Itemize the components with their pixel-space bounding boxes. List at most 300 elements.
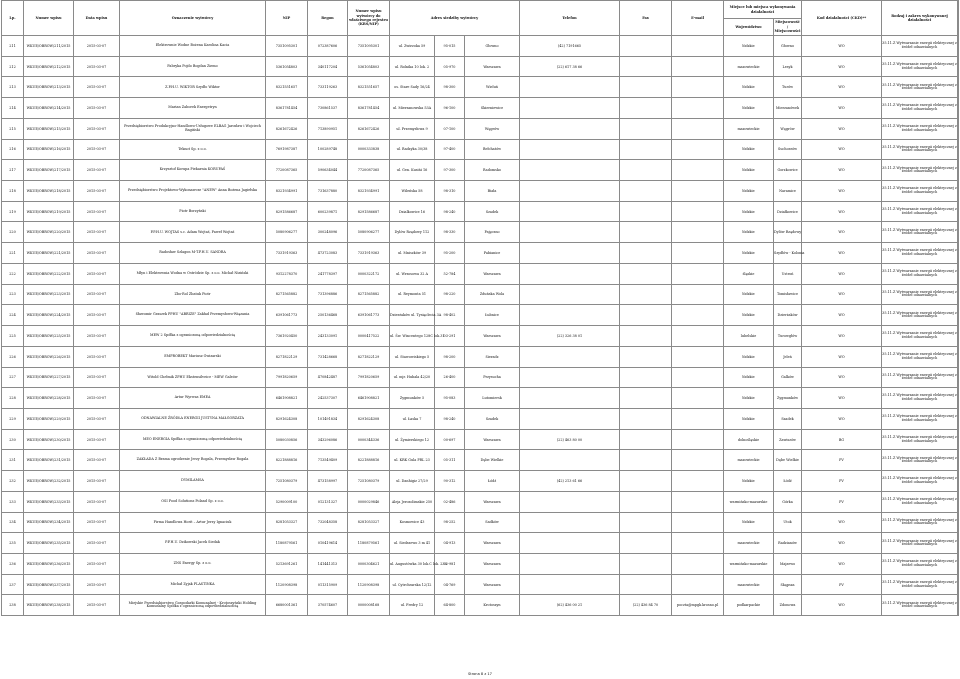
cell-regon: 010419614	[308, 533, 348, 554]
cell-rodzaj: 35.11.Z Wytwarzanie energii elektrycznej z źródeł odnawialnych	[882, 471, 958, 492]
cell-wojewodztwo: śląskie	[724, 263, 774, 284]
cell-rodzaj: 35.11.Z Wytwarzanie energii elektrycznej z źródeł odnawialnych	[882, 512, 958, 533]
cell-data-rozpoczecia	[958, 201, 959, 222]
cell-adres: Kosmowice 43	[390, 512, 435, 533]
cell-nip: 9312278370	[266, 263, 308, 284]
cell-miejscowosc-siedziby: Radomsko	[465, 160, 520, 181]
cell-nip: 7361920450	[266, 326, 308, 347]
cell-nip: 8221888816	[266, 450, 308, 471]
cell-fax	[620, 533, 672, 554]
cell-kod-dzialalnosci: WO	[802, 553, 882, 574]
cell-fax	[620, 450, 672, 471]
cell-rodzaj: 35.11.Z Wytwarzanie energii elektrycznej z źródeł odnawialnych	[882, 36, 958, 57]
cell-kod-pocztowy: 64-800	[435, 595, 465, 616]
cell-oznaczenie: Witold Chełmik ZPHU Ekstensilveice - MEW Galeów	[120, 367, 266, 388]
cell-miejscowosc: Turowgłów	[774, 326, 802, 347]
header-data-rozpoczecia	[958, 1, 959, 36]
cell-miejscowosc: Łódź	[774, 471, 802, 492]
cell-kod-pocztowy: 95-015	[435, 36, 465, 57]
cell-fax	[620, 284, 672, 305]
cell-fax	[620, 181, 672, 202]
cell-miejscowosc-siedziby: Dębe Wielkie	[465, 450, 520, 471]
cell-regon: 731428668	[308, 346, 348, 367]
cell-adres: ul. Przemysłowa 9	[390, 118, 435, 139]
cell-kod-dzialalnosci: WO	[802, 346, 882, 367]
cell-regon: 713890951	[308, 118, 348, 139]
cell-data-wpisu: 2015-03-07	[74, 263, 120, 284]
cell-telefon	[520, 77, 620, 98]
cell-data-rozpoczecia	[958, 491, 959, 512]
cell-lp: 215	[2, 118, 24, 139]
cell-regon: 731637880	[308, 181, 348, 202]
cell-oznaczenie: Sławomir Graszek PPHU "ABRIZE" Zakład Przemysłowo-Wiązania	[120, 305, 266, 326]
cell-wojewodztwo: łódzkie	[724, 346, 774, 367]
cell-nr-wpisu: WKUE/OBROW/231/2015	[24, 450, 74, 471]
cell-lp: 238	[2, 595, 24, 616]
cell-miejscowosc-siedziby: Szadek	[465, 201, 520, 222]
header-adres: Adres siedziby wytwórcy	[390, 1, 520, 36]
cell-data-rozpoczecia	[958, 388, 959, 409]
cell-miejscowosc: Utok	[774, 512, 802, 533]
cell-telefon: (62) 436 00 21	[520, 595, 620, 616]
cell-krs: 8321934991	[348, 181, 390, 202]
cell-fax	[620, 118, 672, 139]
cell-miejscowosc: Turów	[774, 77, 802, 98]
cell-kod-dzialalnosci: WO	[802, 388, 882, 409]
table-row	[2, 284, 959, 305]
table-row	[2, 243, 959, 264]
cell-kod-dzialalnosci: WO	[802, 77, 882, 98]
table-row	[2, 77, 959, 98]
cell-nip: 5080906277	[266, 222, 308, 243]
cell-telefon	[520, 305, 620, 326]
cell-nip: 8261672426	[266, 118, 308, 139]
cell-wojewodztwo: mazowieckie	[724, 56, 774, 77]
cell-regon: 470842487	[308, 367, 348, 388]
cell-kod-dzialalnosci: WO	[802, 408, 882, 429]
cell-lp: 232	[2, 471, 24, 492]
cell-kod-pocztowy: 00-697	[435, 429, 465, 450]
cell-miejscowosc: Ustroń	[774, 263, 802, 284]
cell-oznaczenie: MEW 2 Spółka z ograniczoną odpowiedzialnością	[120, 326, 266, 347]
cell-lp: 233	[2, 491, 24, 512]
cell-nr-wpisu: WKUE/OBROW/224/2015	[24, 305, 74, 326]
cell-miejscowosc-siedziby: Sadków	[465, 512, 520, 533]
cell-oznaczenie: Artur Wyrwas EMEA	[120, 388, 266, 409]
cell-rodzaj: 35.11.Z Wytwarzanie energii elektrycznej z źródeł odnawialnych	[882, 201, 958, 222]
cell-data-rozpoczecia	[958, 346, 959, 367]
cell-data-wpisu: 2015-03-07	[74, 595, 120, 616]
cell-miejscowosc-siedziby: Łódź	[465, 471, 520, 492]
cell-data-rozpoczecia	[958, 553, 959, 574]
cell-regon: 590634044	[308, 160, 348, 181]
cell-miejscowosc-siedziby: Warszawa	[465, 574, 520, 595]
table-row	[2, 429, 959, 450]
cell-regon: 473158997	[308, 471, 348, 492]
cell-fax	[620, 263, 672, 284]
cell-nip: 8291586687	[266, 201, 308, 222]
cell-telefon	[520, 98, 620, 119]
cell-krs: 0000322172	[348, 263, 390, 284]
cell-rodzaj: 35.11.Z Wytwarzanie energii elektrycznej z źródeł odnawialnych	[882, 181, 958, 202]
cell-telefon	[520, 118, 620, 139]
cell-oznaczenie: P.P.H.U. Dzikowski Jacek Siedak	[120, 533, 266, 554]
cell-data-wpisu: 2015-03-07	[74, 118, 120, 139]
cell-miejscowosc: Jeleń	[774, 346, 802, 367]
cell-wojewodztwo: łódzkie	[724, 36, 774, 57]
cell-email	[672, 305, 724, 326]
cell-miejscowosc: Majzewo	[774, 553, 802, 574]
cell-wojewodztwo: łódzkie	[724, 305, 774, 326]
cell-data-wpisu: 2015-03-07	[74, 222, 120, 243]
header-miejsce-group: Miejsce lub miejsca wykonywania działalności	[724, 1, 802, 19]
cell-data-wpisu: 2015-03-07	[74, 36, 120, 57]
cell-kod-dzialalnosci: PV	[802, 574, 882, 595]
cell-wojewodztwo: łódzkie	[724, 388, 774, 409]
cell-oznaczenie: OSI Food Solutions Poland Sp. z o.o.	[120, 491, 266, 512]
table-row	[2, 326, 959, 347]
cell-email: poczta@mpgk.krosno.pl	[672, 595, 724, 616]
cell-miejscowosc: Zawiszów	[774, 429, 802, 450]
cell-kod-dzialalnosci: WO	[802, 595, 882, 616]
cell-lp: 217	[2, 160, 24, 181]
cell-kod-dzialalnosci: WO	[802, 367, 882, 388]
cell-data-rozpoczecia	[958, 263, 959, 284]
cell-kod-dzialalnosci: WO	[802, 160, 882, 181]
cell-telefon	[520, 367, 620, 388]
cell-data-rozpoczecia	[958, 139, 959, 160]
cell-nr-wpisu: WKUE/OBROW/230/2015	[24, 429, 74, 450]
cell-regon: 141441313	[308, 553, 348, 574]
cell-adres: Dzierżaków ul. Tysiąclecia 3A	[390, 305, 435, 326]
cell-oznaczenie: Młyn i Elektrownia Wodna w Ostródzie Sp. z o.o. Michał Niziński	[120, 263, 266, 284]
cell-lp: 219	[2, 201, 24, 222]
cell-nip: 7991820659	[266, 367, 308, 388]
cell-miejscowosc: Głowno	[774, 36, 802, 57]
header-nip: NIP	[266, 1, 308, 36]
cell-wojewodztwo: łódzkie	[724, 98, 774, 119]
cell-email	[672, 243, 724, 264]
cell-rodzaj: 35.11.Z Wytwarzanie energii elektrycznej z źródeł odnawialnych	[882, 284, 958, 305]
cell-telefon	[520, 574, 620, 595]
cell-adres: ul. Reymonta 51	[390, 284, 435, 305]
cell-kod-dzialalnosci: WO	[802, 201, 882, 222]
cell-lp: 220	[2, 222, 24, 243]
cell-email	[672, 98, 724, 119]
cell-nr-wpisu: WKUE/OBROW/219/2015	[24, 201, 74, 222]
cell-adres: Dylów Rządowy 112	[390, 222, 435, 243]
cell-telefon	[520, 139, 620, 160]
cell-fax	[620, 408, 672, 429]
cell-wojewodztwo: łódzkie	[724, 139, 774, 160]
cell-miejscowosc-siedziby: Wieluń	[465, 77, 520, 98]
cell-lp: 227	[2, 367, 24, 388]
cell-miejscowosc: Dylów Rządowy	[774, 222, 802, 243]
cell-krs: 8291624308	[348, 408, 390, 429]
cell-wojewodztwo: dolnośląskie	[724, 429, 774, 450]
table-row	[2, 222, 959, 243]
cell-rodzaj: 35.11.Z Wytwarzanie energii elektrycznej z źródeł odnawialnych	[882, 533, 958, 554]
cell-kod-dzialalnosci: WO	[802, 36, 882, 57]
cell-rodzaj: 35.11.Z Wytwarzanie energii elektrycznej z źródeł odnawialnych	[882, 77, 958, 98]
cell-lp: 228	[2, 388, 24, 409]
cell-nr-wpisu: WKUE/OBROW/229/2015	[24, 408, 74, 429]
cell-data-rozpoczecia	[958, 429, 959, 450]
cell-email	[672, 553, 724, 574]
cell-fax	[620, 326, 672, 347]
cell-telefon	[520, 553, 620, 574]
cell-wojewodztwo: lubelskie	[724, 326, 774, 347]
header-data-wpisu: Data wpisu	[74, 1, 120, 36]
cell-oznaczenie: DYMILAMSA	[120, 471, 266, 492]
cell-data-rozpoczecia	[958, 222, 959, 243]
cell-krs: 0000344336	[348, 429, 390, 450]
cell-fax	[620, 471, 672, 492]
cell-fax	[620, 243, 672, 264]
cell-data-rozpoczecia	[958, 471, 959, 492]
cell-nr-wpisu: WKUE/OBROW/222/2015	[24, 263, 74, 284]
cell-kod-pocztowy: 98-220	[435, 284, 465, 305]
cell-fax	[620, 36, 672, 57]
cell-miejscowosc-siedziby: Łubnice	[465, 305, 520, 326]
cell-data-wpisu: 2015-03-07	[74, 408, 120, 429]
cell-oznaczenie: MEO ENERGIA Spółka z ograniczoną odpowiedzialnością	[120, 429, 266, 450]
cell-regon: 072387606	[308, 36, 348, 57]
header-miejscowosc: Miejscowość / Miejscowości	[774, 19, 802, 36]
cell-oznaczenie: Teknot Sp. z o.o.	[120, 139, 266, 160]
cell-fax	[620, 201, 672, 222]
cell-adres: ul. Danhigiz 27/29	[390, 471, 435, 492]
cell-regon: 733119263	[308, 77, 348, 98]
cell-data-rozpoczecia	[958, 243, 959, 264]
cell-email	[672, 36, 724, 57]
cell-data-wpisu: 2015-03-07	[74, 471, 120, 492]
cell-data-wpisu: 2015-03-07	[74, 139, 120, 160]
cell-oznaczenie: Krzysztof Korupa Piekarnia KORUPAŚ	[120, 160, 266, 181]
cell-miejscowosc-siedziby: Zduńska Wola	[465, 284, 520, 305]
cell-adres: ul. Augustówka 30 lok.C lok. 230	[390, 553, 435, 574]
cell-email	[672, 367, 724, 388]
cell-nr-wpisu: WKUE/OBROW/215/2015	[24, 118, 74, 139]
cell-nr-wpisu: WKUE/OBROW/234/2015	[24, 512, 74, 533]
cell-miejscowosc-siedziby: Szadek	[465, 408, 520, 429]
cell-data-wpisu: 2015-03-07	[74, 512, 120, 533]
cell-fax	[620, 305, 672, 326]
cell-rodzaj: 35.11.Z Wytwarzanie energii elektrycznej z źródeł odnawialnych	[882, 326, 958, 347]
cell-krs: 8261672426	[348, 118, 390, 139]
cell-kod-pocztowy: 96-100	[435, 98, 465, 119]
table-row	[2, 574, 959, 595]
cell-nr-wpisu: WKUE/OBROW/217/2015	[24, 160, 74, 181]
cell-miejscowosc-siedziby: Bełchatów	[465, 139, 520, 160]
cell-miejscowosc: Galków	[774, 367, 802, 388]
cell-wojewodztwo: łódzkie	[724, 160, 774, 181]
cell-lp: 214	[2, 98, 24, 119]
cell-miejscowosc: Naramice	[774, 181, 802, 202]
cell-miejscowosc-siedziby: Węgrów	[465, 118, 520, 139]
cell-miejscowosc: Zygmunków	[774, 388, 802, 409]
table-row	[2, 471, 959, 492]
cell-nip: 8271565882	[266, 284, 308, 305]
cell-miejscowosc-siedziby: Przysucha	[465, 367, 520, 388]
cell-data-wpisu: 2015-03-07	[74, 305, 120, 326]
cell-krs: 1120908398	[348, 574, 390, 595]
cell-kod-dzialalnosci: BG	[802, 429, 882, 450]
cell-nr-wpisu: WKUE/OBROW/214/2015	[24, 98, 74, 119]
cell-kod-dzialalnosci: WO	[802, 326, 882, 347]
cell-nr-wpisu: WKUE/OBROW/236/2015	[24, 553, 74, 574]
cell-oznaczenie: Zbo-Rol Zbatuk Piotr	[120, 284, 266, 305]
cell-miejscowosc: Skępsza	[774, 574, 802, 595]
header-wojewodztwo: Województwo	[724, 19, 774, 36]
cell-miejscowosc-siedziby: Warszawa	[465, 533, 520, 554]
cell-email	[672, 346, 724, 367]
cell-nip: 7691987387	[266, 139, 308, 160]
cell-krs: 7251080379	[348, 471, 390, 492]
cell-regon: 242537307	[308, 388, 348, 409]
cell-telefon	[520, 243, 620, 264]
cell-nr-wpisu: WKUE/OBROW/228/2015	[24, 388, 74, 409]
cell-data-wpisu: 2015-03-07	[74, 346, 120, 367]
cell-rodzaj: 35.11.Z Wytwarzanie energii elektrycznej z źródeł odnawialnych	[882, 388, 958, 409]
cell-miejscowosc-siedziby: Lutomiersk	[465, 388, 520, 409]
cell-regon: 343296086	[308, 429, 348, 450]
cell-regon: 250136468	[308, 305, 348, 326]
cell-lp: 225	[2, 326, 24, 347]
cell-kod-pocztowy: 98-402	[435, 305, 465, 326]
cell-miejscowosc: Dzierżaków	[774, 305, 802, 326]
cell-email	[672, 56, 724, 77]
cell-telefon	[520, 160, 620, 181]
header-oznaczenie: Oznaczenie wytwórcy	[120, 1, 266, 36]
cell-kod-dzialalnosci: WO	[802, 263, 882, 284]
cell-wojewodztwo: warmińsko-mazurskie	[724, 553, 774, 574]
cell-nr-wpisu: WKUE/OBROW/220/2015	[24, 222, 74, 243]
cell-adres: ul. Stawowiskiego 5	[390, 346, 435, 367]
cell-miejscowosc: Szydłów - Kolonia	[774, 243, 802, 264]
cell-data-wpisu: 2015-03-07	[74, 450, 120, 471]
table-row	[2, 450, 959, 471]
cell-regon: 473723083	[308, 243, 348, 264]
cell-adres: ul. Zwirzoka 59	[390, 36, 435, 57]
cell-miejscowosc: Szadek	[774, 408, 802, 429]
cell-regon: 340117204	[308, 56, 348, 77]
cell-miejscowosc-siedziby: Pajęczno	[465, 222, 520, 243]
header-krs: Numer wpisu wytwórcy do właściwego rejestru (KRS/NIP)	[348, 1, 390, 36]
table-row	[2, 118, 959, 139]
cell-kod-pocztowy: 02-981	[435, 553, 465, 574]
table-row	[2, 263, 959, 284]
cell-oznaczenie: Firma Handlowa Horit – Artur Jerzy Ignaciuk	[120, 512, 266, 533]
cell-kod-dzialalnosci: PV	[802, 491, 882, 512]
cell-data-wpisu: 2015-03-07	[74, 491, 120, 512]
cell-kod-dzialalnosci: WO	[802, 305, 882, 326]
cell-wojewodztwo: łódzkie	[724, 367, 774, 388]
cell-nr-wpisu: WKUE/OBROW/227/2015	[24, 367, 74, 388]
cell-adres: ul. Gen. Kusińi 16	[390, 160, 435, 181]
cell-oznaczenie: Radosław Szlagon M-T.P.H.U. SANDRA	[120, 243, 266, 264]
cell-miejscowosc: Węgrów	[774, 118, 802, 139]
cell-wojewodztwo: łódzkie	[724, 77, 774, 98]
cell-regon: 100289748	[308, 139, 348, 160]
cell-nip: 8271822129	[266, 346, 308, 367]
cell-data-wpisu: 2015-03-07	[74, 56, 120, 77]
cell-miejscowosc-siedziby: Warszawa	[465, 429, 520, 450]
cell-wojewodztwo: łódzkie	[724, 408, 774, 429]
cell-regon: 300248096	[308, 222, 348, 243]
cell-telefon	[520, 491, 620, 512]
cell-telefon	[520, 263, 620, 284]
table-row	[2, 408, 959, 429]
cell-regon: 243133091	[308, 326, 348, 347]
cell-email	[672, 222, 724, 243]
cell-data-rozpoczecia	[958, 512, 959, 533]
cell-telefon	[520, 222, 620, 243]
cell-email	[672, 408, 724, 429]
cell-nr-wpisu: WKUE/OBROW/233/2015	[24, 491, 74, 512]
cell-nr-wpisu: WKUE/OBROW/221/2015	[24, 243, 74, 264]
cell-nip: 5290009100	[266, 491, 308, 512]
cell-email	[672, 326, 724, 347]
cell-lp: 237	[2, 574, 24, 595]
cell-kod-pocztowy: 98-310	[435, 181, 465, 202]
cell-lp: 226	[2, 346, 24, 367]
cell-kod-dzialalnosci: WO	[802, 284, 882, 305]
cell-data-wpisu: 2015-03-07	[74, 284, 120, 305]
cell-rodzaj: 35.11.Z Wytwarzanie energii elektrycznej z źródeł odnawialnych	[882, 98, 958, 119]
cell-kod-pocztowy: 03-291	[435, 326, 465, 347]
cell-miejscowosc: Suchorzów	[774, 139, 802, 160]
cell-wojewodztwo: łódzkie	[724, 201, 774, 222]
cell-krs: 7720087365	[348, 160, 390, 181]
table-row	[2, 36, 959, 57]
cell-data-wpisu: 2015-03-07	[74, 160, 120, 181]
table-body	[2, 36, 959, 616]
cell-krs: 1180879561	[348, 533, 390, 554]
cell-data-rozpoczecia	[958, 326, 959, 347]
cell-data-wpisu: 2015-03-07	[74, 533, 120, 554]
table-row	[2, 533, 959, 554]
cell-oznaczenie: Miejskie Przedsiębiorstwo Gospodarki Komunalnej - Krotoszyński Holding Komunalny Spółka z ograniczoną odpowiedzialnością	[120, 595, 266, 616]
cell-wojewodztwo: łódzkie	[724, 181, 774, 202]
cell-wojewodztwo: łódzkie	[724, 222, 774, 243]
cell-regon: 731396886	[308, 284, 348, 305]
cell-wojewodztwo: łódzkie	[724, 284, 774, 305]
cell-data-rozpoczecia	[958, 118, 959, 139]
cell-rodzaj: 35.11.Z Wytwarzanie energii elektrycznej z źródeł odnawialnych	[882, 408, 958, 429]
cell-krs: 7331919363	[348, 243, 390, 264]
cell-regon: 730861537	[308, 98, 348, 119]
cell-fax	[620, 367, 672, 388]
cell-lp: 218	[2, 181, 24, 202]
cell-krs: 0000417522	[348, 326, 390, 347]
cell-nip: 7351095301	[266, 36, 308, 57]
cell-nip: 6461908821	[266, 388, 308, 409]
cell-data-rozpoczecia	[958, 284, 959, 305]
cell-telefon: (22) 463 80 00	[520, 429, 620, 450]
cell-regon: 713549409	[308, 450, 348, 471]
cell-kod-dzialalnosci: WO	[802, 139, 882, 160]
cell-miejscowosc-siedziby: Biała	[465, 181, 520, 202]
cell-email	[672, 201, 724, 222]
cell-adres: Dzialkowice 16	[390, 201, 435, 222]
cell-email	[672, 429, 724, 450]
cell-lp: 229	[2, 408, 24, 429]
cell-nr-wpisu: WKUE/OBROW/225/2015	[24, 326, 74, 347]
cell-telefon: (42) 7191665	[520, 36, 620, 57]
cell-data-rozpoczecia	[958, 36, 959, 57]
cell-krs: 8361781454	[348, 98, 390, 119]
